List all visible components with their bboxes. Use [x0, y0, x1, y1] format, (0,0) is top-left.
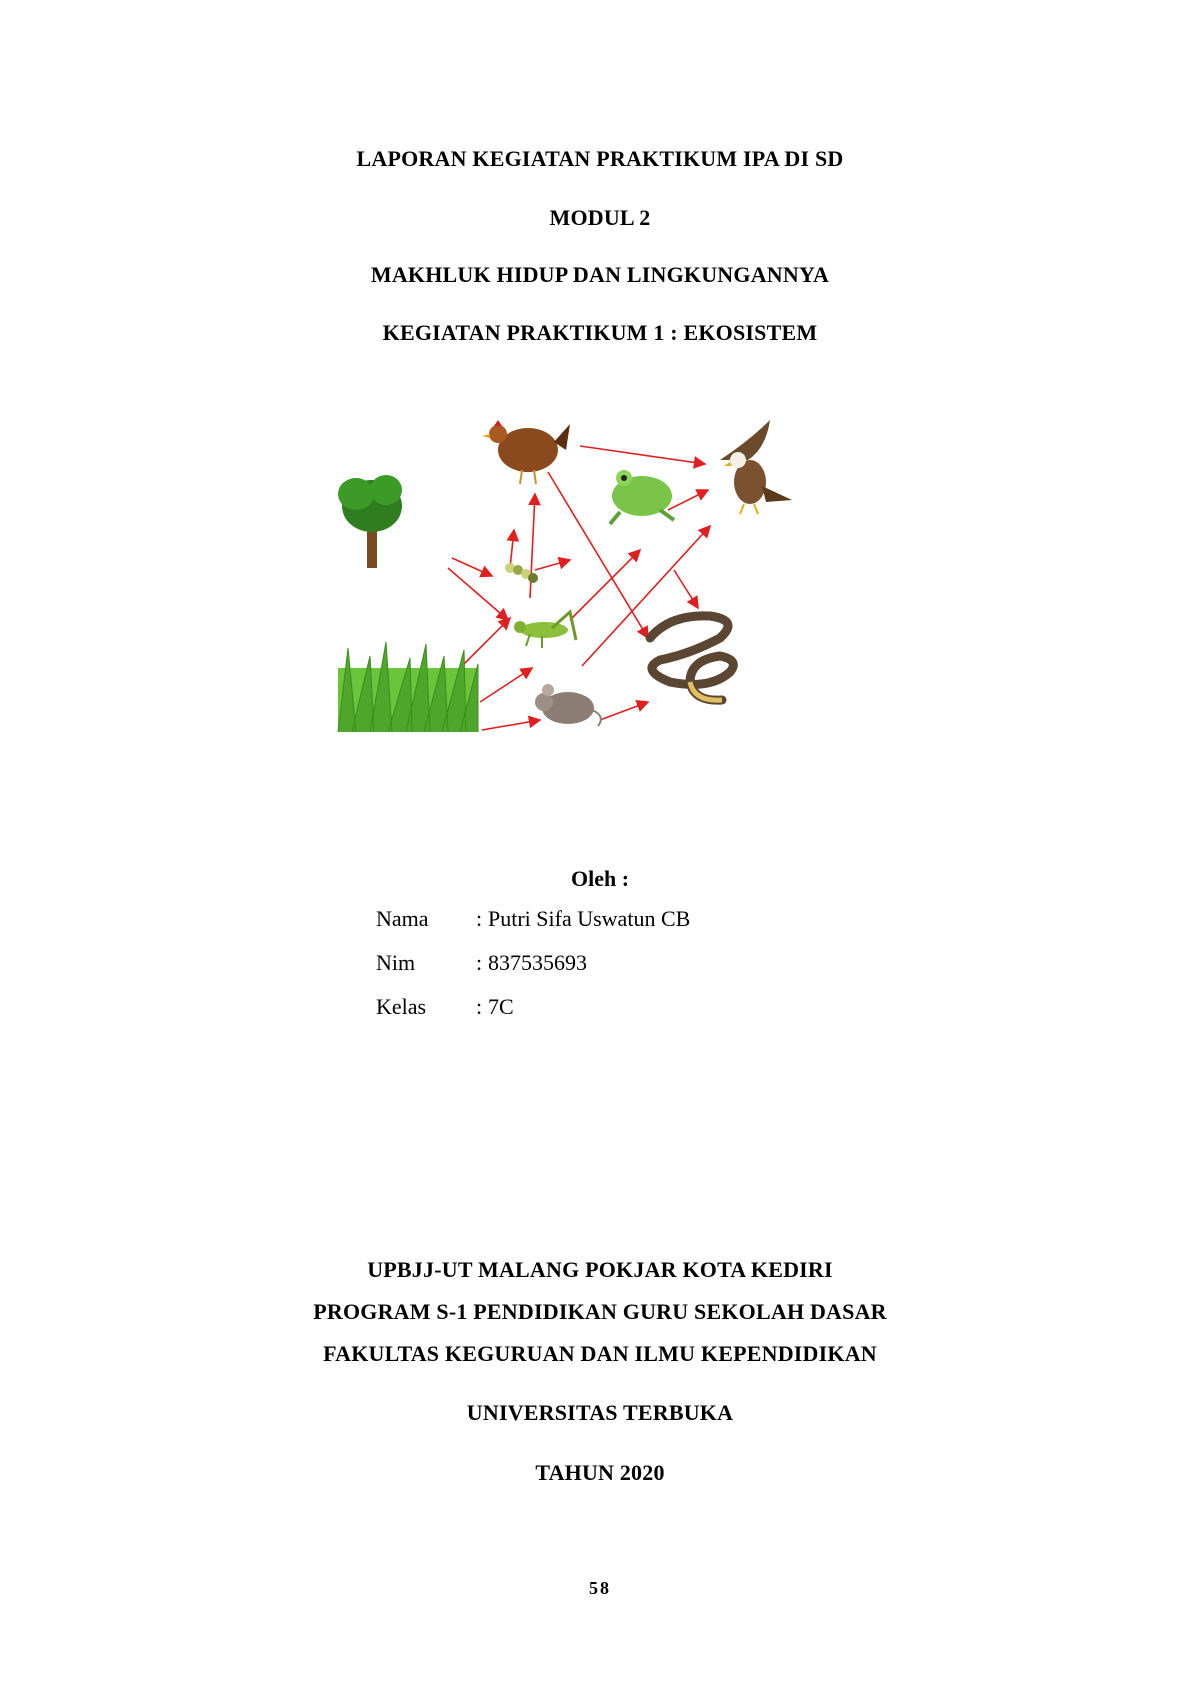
frog-icon — [610, 470, 674, 524]
report-title: LAPORAN KEGIATAN PRAKTIKUM IPA DI SD — [356, 146, 844, 171]
footer-faculty: FAKULTAS KEGURUAN DAN ILMU KEPENDIDIKAN — [323, 1341, 877, 1366]
name-separator: : — [476, 906, 483, 931]
footer-university: UNIVERSITAS TERBUKA — [466, 1400, 734, 1425]
tree-icon — [338, 475, 402, 568]
class-value: 7C — [488, 994, 514, 1019]
author-row-nim — [376, 950, 690, 994]
author-row-class — [376, 994, 690, 1038]
activity-title: KEGIATAN PRAKTIKUM 1 : EKOSISTEM — [382, 320, 818, 345]
nim-value: 837535693 — [488, 950, 587, 975]
food-web-arrows — [448, 446, 710, 730]
snake-icon — [650, 616, 733, 700]
grass-icon — [338, 642, 478, 732]
topic-title: MAKHLUK HIDUP DAN LINGKUNGANNYA — [370, 262, 830, 287]
name-value: Putri Sifa Uswatun CB — [488, 906, 691, 931]
class-label: Kelas — [376, 994, 427, 1019]
eagle-icon — [720, 420, 792, 514]
caterpillar-icon — [505, 563, 538, 583]
grasshopper-icon — [514, 612, 576, 648]
mouse-icon — [535, 684, 601, 726]
chicken-icon — [482, 420, 570, 484]
page-number: 58 — [589, 1578, 611, 1598]
nim-label: Nim — [376, 950, 416, 975]
class-separator: : — [476, 994, 483, 1019]
footer-institution: UPBJJ-UT MALANG POKJAR KOTA KEDIRI — [367, 1257, 833, 1282]
name-label: Nama — [376, 906, 429, 931]
author-heading: Oleh : — [570, 866, 630, 891]
module-label: MODUL 2 — [549, 205, 651, 230]
footer-program: PROGRAM S-1 PENDIDIKAN GURU SEKOLAH DASAR — [313, 1299, 887, 1324]
author-info — [376, 906, 690, 1038]
footer-year: TAHUN 2020 — [535, 1460, 665, 1485]
food-web-diagram — [330, 420, 880, 760]
author-row-name — [376, 906, 690, 950]
nim-separator: : — [476, 950, 483, 975]
